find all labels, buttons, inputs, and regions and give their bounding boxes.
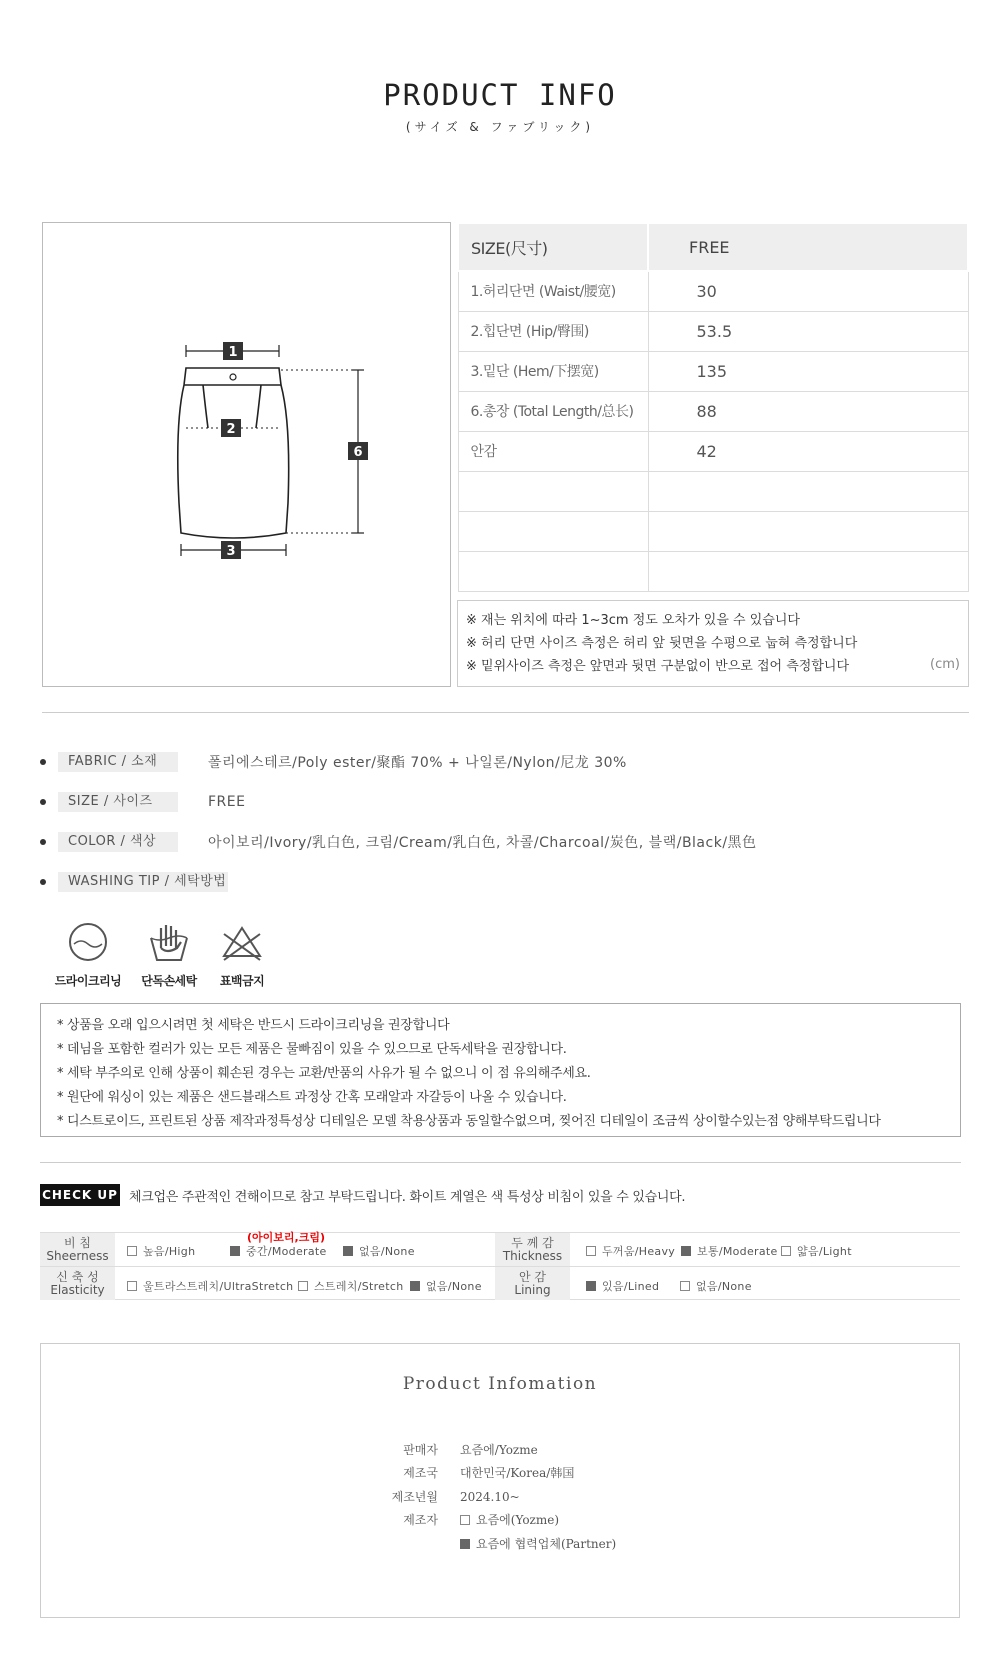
- elasticity-option-stretch: 스트레치/Stretch: [298, 1278, 404, 1294]
- spec-size: [40, 792, 246, 812]
- unit-label: (cm): [930, 657, 960, 672]
- marker-2: 2: [226, 422, 236, 437]
- lining-option-lined: 있음/Lined: [586, 1278, 659, 1294]
- label-en: Thickness: [502, 1249, 563, 1263]
- label-ko: 두 께 감: [511, 1236, 554, 1250]
- info-value: 요즘에 협력업체(Partner): [476, 1537, 617, 1551]
- info-key: 제조국: [403, 1466, 438, 1480]
- elasticity-option-none: 없음/None: [410, 1278, 482, 1294]
- dry-clean-icon: [66, 920, 110, 964]
- size-row-label: [458, 471, 648, 511]
- sheerness-option-high: 높음/High: [127, 1243, 195, 1259]
- info-value: 요즘에/Yozme: [460, 1443, 538, 1457]
- table-row: [458, 551, 968, 591]
- wash-item: [48, 920, 128, 989]
- info-key: 제조년월: [391, 1490, 438, 1504]
- bullet-icon: [40, 759, 46, 765]
- care-note: * 디스트로이드, 프린트된 상품 제작과정특성상 디테일은 모델 착용상품과 동일할수없으며, 찢어진 디테일이 조금씩 상이할수있는점 양해부탁드립니다: [57, 1114, 881, 1129]
- size-head-label: SIZE(尺寸): [458, 223, 648, 271]
- checkbox-icon: [680, 1281, 690, 1291]
- product-information-title: Product Infomation: [402, 1374, 598, 1394]
- size-row-value: 53.5: [648, 311, 968, 351]
- checkbox-icon: [460, 1515, 470, 1525]
- lining-option-none: 없음/None: [680, 1278, 752, 1294]
- bullet-icon: [40, 879, 46, 885]
- size-row-label: 3.밑단 (Hem/下摆宽): [458, 351, 648, 391]
- checkbox-icon: [127, 1281, 137, 1291]
- size-row-value: 42: [648, 431, 968, 471]
- label-en: Sheerness: [46, 1249, 109, 1263]
- spec-label: SIZE / 사이즈: [58, 792, 178, 812]
- spec-fabric: [40, 752, 627, 772]
- size-row-value: 88: [648, 391, 968, 431]
- checkbox-icon: [298, 1281, 308, 1291]
- info-row-manufacturer: [380, 1511, 559, 1528]
- marker-1: 1: [228, 345, 238, 360]
- bullet-icon: [40, 799, 46, 805]
- size-row-value: 30: [648, 271, 968, 311]
- wash-caption: 표백금지: [219, 974, 265, 988]
- elasticity-label: [40, 1267, 115, 1300]
- label-ko: 신 축 성: [56, 1270, 99, 1284]
- info-key: 제조자: [403, 1513, 438, 1527]
- checkbox-checked-icon: [586, 1281, 596, 1291]
- care-note: * 원단에 워싱이 있는 제품은 샌드블래스트 과정상 간혹 모래알과 자갈등이 나올 수 있습니다.: [57, 1090, 567, 1105]
- table-row: [458, 311, 968, 351]
- sheerness-note: (아이보리,크림): [247, 1231, 325, 1244]
- spec-label: WASHING TIP / 세탁방법: [58, 872, 228, 892]
- info-key: 판매자: [403, 1443, 438, 1457]
- skirt-outline: [178, 368, 289, 538]
- size-row-label: 2.힙단면 (Hip/臀围): [458, 311, 648, 351]
- skirt-diagram: [43, 223, 452, 688]
- table-row: [458, 351, 968, 391]
- label-en: Elasticity: [50, 1283, 105, 1297]
- thickness-option-moderate: 보통/Moderate: [681, 1243, 778, 1259]
- info-row-country: [380, 1464, 574, 1481]
- note-line: ※ 밑위사이즈 측정은 앞면과 뒷면 구분없이 반으로 접어 측정합니다: [466, 659, 850, 674]
- note-line: ※ 허리 단면 사이즈 측정은 허리 앞 뒷면을 수평으로 눕혀 측정합니다: [466, 636, 858, 651]
- spec-value: 아이보리/Ivory/乳白色, 크림/Cream/乳白色, 차콜/Charcoal/炭色, 블랙/Black/黑色: [208, 835, 757, 851]
- page-title: PRODUCT INFO: [383, 78, 617, 112]
- info-value: 2024.10~: [460, 1489, 520, 1504]
- table-row: [458, 271, 968, 311]
- info-row-date: [380, 1488, 520, 1505]
- care-note: * 세탁 부주의로 인해 상품이 훼손된 경우는 교환/반품의 사유가 될 수 없으니 이 점 유의해주세요.: [57, 1066, 591, 1081]
- info-row-partner: [380, 1535, 616, 1552]
- sheerness-option-moderate: 중간/Moderate: [230, 1243, 327, 1259]
- spec-washing: [40, 872, 228, 892]
- info-value-wrap: [460, 1511, 559, 1528]
- checkbox-icon: [127, 1246, 137, 1256]
- info-value-wrap: [460, 1535, 616, 1552]
- label-ko: 비 침: [64, 1236, 91, 1250]
- button-detail: [230, 374, 236, 380]
- divider: [42, 712, 969, 713]
- elasticity-option-ultrastretch: 울트라스트레치/UltraStretch: [127, 1278, 293, 1294]
- info-key: [380, 1535, 460, 1552]
- sheerness-label: [40, 1233, 115, 1266]
- spec-value: FREE: [208, 794, 246, 810]
- table-row: [458, 471, 968, 511]
- checkbox-checked-icon: [410, 1281, 420, 1291]
- care-note: * 데님을 포함한 컬러가 있는 모든 제품은 물빠짐이 있을 수 있으므로 단독세탁을 권장합니다.: [57, 1042, 567, 1057]
- lining-label: [495, 1267, 570, 1300]
- table-row: [458, 391, 968, 431]
- checkup-text: 체크업은 주관적인 견해이므로 참고 부탁드립니다. 화이트 계열은 색 특성상 비침이 있을 수 있습니다.: [129, 1190, 686, 1205]
- thickness-option-light: 얇음/Light: [781, 1243, 852, 1259]
- size-row-label: 안감: [458, 431, 648, 471]
- size-row-label: [458, 511, 648, 551]
- spec-color: [40, 832, 757, 852]
- thickness-label: [495, 1233, 570, 1266]
- wash-item: [202, 920, 282, 989]
- thickness-option-heavy: 두꺼움/Heavy: [586, 1243, 675, 1259]
- spec-value: 폴리에스테르/Poly ester/聚酯 70% + 나일론/Nylon/尼龙 30%: [208, 755, 627, 771]
- checkbox-checked-icon: [230, 1246, 240, 1256]
- note-line: ※ 재는 위치에 따라 1~3cm 정도 오차가 있을 수 있습니다: [466, 613, 800, 628]
- care-note: * 상품을 오래 입으시려면 첫 세탁은 반드시 드라이크리닝을 권장합니다: [57, 1018, 450, 1033]
- table-row: [458, 511, 968, 551]
- wash-item: [129, 920, 209, 989]
- info-row-seller: [380, 1441, 538, 1458]
- checkbox-checked-icon: [681, 1246, 691, 1256]
- size-table-head: [458, 223, 968, 271]
- checkbox-checked-icon: [343, 1246, 353, 1256]
- wash-caption: 단독손세탁: [141, 974, 197, 988]
- no-bleach-icon: [220, 920, 264, 964]
- table-row: [458, 431, 968, 471]
- info-value: 요즘에(Yozme): [476, 1513, 560, 1527]
- checkbox-icon: [586, 1246, 596, 1256]
- bullet-icon: [40, 839, 46, 845]
- wash-caption: 드라이크리닝: [54, 974, 122, 988]
- care-notes-box: [40, 1003, 961, 1137]
- size-row-value: 135: [648, 351, 968, 391]
- checkbox-checked-icon: [460, 1539, 470, 1549]
- size-row-label: [458, 551, 648, 591]
- size-row-label: 6.총장 (Total Length/总长): [458, 391, 648, 431]
- hand-wash-icon: [147, 920, 191, 964]
- size-table: [457, 222, 969, 592]
- size-row-value: [648, 471, 968, 511]
- size-row-value: [648, 511, 968, 551]
- label-en: Lining: [514, 1283, 551, 1297]
- label-ko: 안 감: [519, 1270, 546, 1284]
- measurement-notes: [457, 600, 969, 687]
- marker-3: 3: [226, 544, 236, 559]
- marker-6: 6: [353, 445, 363, 460]
- skirt-measurement-figure: [42, 222, 451, 687]
- info-value: 대한민국/Korea/韩国: [460, 1466, 575, 1480]
- page-subtitle: (サイズ & ファブリック): [405, 120, 595, 134]
- size-row-value: [648, 551, 968, 591]
- divider: [40, 1162, 961, 1163]
- sheerness-option-none: 없음/None: [343, 1243, 415, 1259]
- size-head-value: FREE: [648, 223, 968, 271]
- checkbox-icon: [781, 1246, 791, 1256]
- spec-label: FABRIC / 소재: [58, 752, 178, 772]
- spec-label: COLOR / 색상: [58, 832, 178, 852]
- checkup-badge: CHECK UP: [40, 1184, 120, 1206]
- size-row-label: 1.허리단면 (Waist/腰宽): [458, 271, 648, 311]
- checkup-table: [40, 1232, 960, 1300]
